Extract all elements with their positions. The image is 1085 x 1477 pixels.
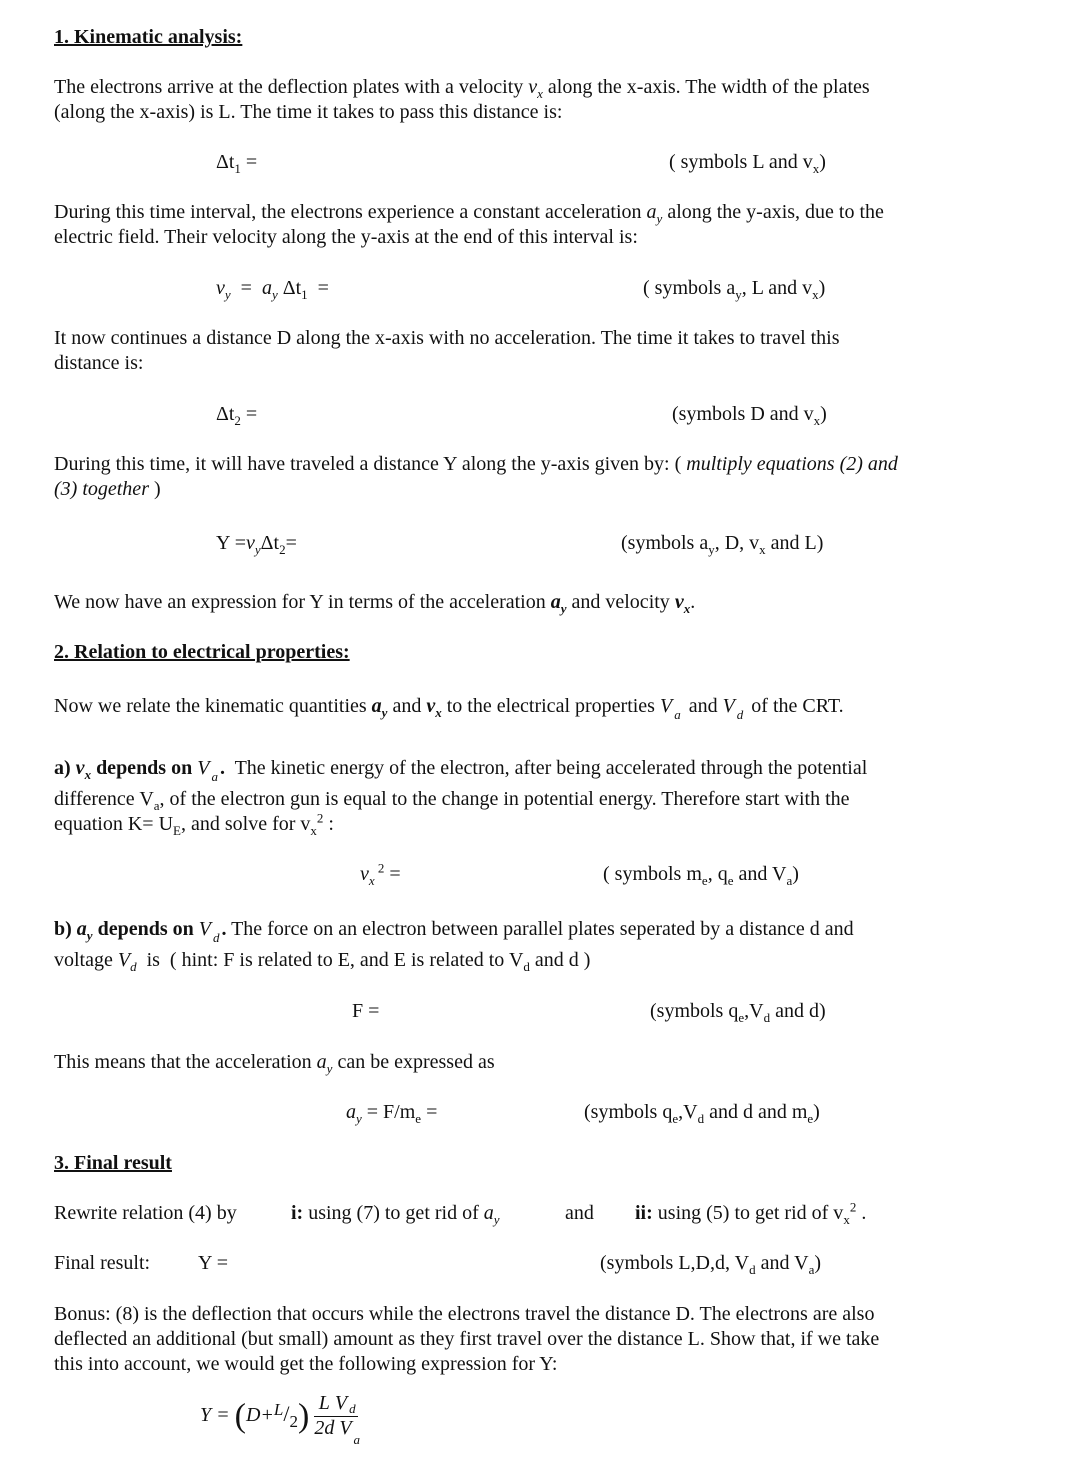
subscript: x <box>813 413 821 428</box>
text-run: The kinetic energy of the electron, after being accelerated through the potential <box>224 757 868 779</box>
symbol-dt: Δt <box>260 532 280 554</box>
and-connector: and <box>565 1202 594 1224</box>
symbol-v: v <box>75 757 85 779</box>
text-run: L <box>318 1391 330 1414</box>
text-run: of the CRT. <box>741 695 844 717</box>
text-run: This means that the acceleration <box>54 1051 317 1073</box>
symbol-Vd <box>722 695 744 722</box>
text-run: along the y-axis, due to the <box>662 201 884 223</box>
subscript: 1 <box>301 287 308 302</box>
text-run: = <box>384 863 401 885</box>
section-1-heading: 1. Kinematic analysis: <box>54 26 243 48</box>
section-3-heading: 3. Final result <box>54 1152 172 1174</box>
text-run: and V <box>755 1252 809 1274</box>
symbol-V: V <box>197 757 210 779</box>
text-run: The electrons arrive at the deflection plates with a velocity <box>54 76 529 98</box>
text-run: = <box>285 532 297 554</box>
text-run: D+ <box>245 1404 274 1426</box>
text-run: (symbols q <box>584 1101 673 1123</box>
equation-3-lhs <box>216 402 257 427</box>
subscript: x <box>812 161 820 176</box>
fraction-numerator <box>314 1392 358 1417</box>
text-run: Now we relate the kinematic quantities <box>54 695 372 717</box>
symbol-a: a <box>76 918 87 940</box>
fraction <box>314 1391 361 1447</box>
subscript: a <box>211 769 218 784</box>
symbol-v: v <box>426 695 436 717</box>
subscript: x <box>310 823 317 838</box>
subscript: y <box>224 287 231 302</box>
subscript: d <box>763 1010 771 1025</box>
rewrite-instruction: Rewrite relation (4) by <box>54 1202 237 1224</box>
text-run: ) <box>818 277 826 299</box>
text-run: depends on <box>91 757 198 779</box>
text-run: (symbols L,D,d, V <box>600 1252 750 1274</box>
text-run: Δt <box>277 277 302 299</box>
text-run: and L) <box>765 532 824 554</box>
text-run: ii: <box>635 1202 653 1224</box>
symbol-V: V <box>198 918 211 940</box>
text-run: can be expressed as <box>332 1051 495 1073</box>
paragraph-4-line-2 <box>54 477 161 502</box>
text-run: = F/m <box>361 1101 416 1123</box>
section-2-heading: 2. Relation to electrical properties: <box>54 641 350 663</box>
text-run: ) <box>819 151 826 173</box>
symbol-V: V <box>659 695 673 717</box>
symbol-Va <box>197 757 218 784</box>
symbol-v: v <box>674 591 684 613</box>
text-run: to the electrical properties <box>441 695 660 717</box>
text-run: During this time interval, the electrons experience a constant acceleration <box>54 201 647 223</box>
bonus-line-1: Bonus: (8) is the deflection that occurs while the electrons travel the distance D. The electrons are also <box>54 1303 875 1325</box>
text-run: . <box>690 591 696 613</box>
text-run: , q <box>707 863 728 885</box>
text-run: During this time, it will have traveled a distance Y along the y-axis given by: ( <box>54 453 687 475</box>
subscript: y <box>493 1212 500 1227</box>
subscript: d <box>523 959 530 974</box>
subscript: y <box>381 705 388 720</box>
text-run: ,V <box>678 1101 698 1123</box>
equation-7-hint <box>584 1100 820 1125</box>
text-run: and d ) <box>529 949 591 971</box>
subscript: d <box>749 1262 756 1277</box>
subscript: e <box>415 1111 422 1126</box>
text-run: = <box>307 277 329 299</box>
text-run: Δt <box>216 151 235 173</box>
text-run: , and solve for v <box>181 813 311 835</box>
text-run: and velocity <box>566 591 675 613</box>
subscript: a <box>786 873 793 888</box>
section-1-intro-line-2: (along the x-axis) is L. The time it takes to pass this distance is: <box>54 101 563 123</box>
text-run: ( symbols L and v <box>669 151 813 173</box>
text-run: ) <box>792 863 799 885</box>
subscript: x <box>759 542 766 557</box>
symbol-Vd <box>198 918 220 945</box>
subscript: d <box>349 1400 356 1416</box>
symbol-Va <box>659 695 681 722</box>
text-run: i: <box>291 1202 304 1224</box>
symbol-V: V <box>339 1416 352 1439</box>
step-i <box>291 1201 500 1226</box>
subscript: y <box>326 1061 333 1076</box>
fraction-denominator <box>314 1416 361 1447</box>
text-run: 2d <box>314 1416 335 1439</box>
text-run: ) <box>148 478 161 500</box>
symbol-Vd <box>335 1392 354 1414</box>
text-run: = <box>421 1101 438 1123</box>
text-run: . <box>856 1202 867 1224</box>
subscript: d <box>697 1111 705 1126</box>
text-run: voltage <box>54 949 118 971</box>
symbol-a: a <box>316 1051 327 1073</box>
text-run: : <box>323 813 334 835</box>
text-run: = <box>240 403 258 425</box>
symbol-v: v <box>245 532 255 554</box>
text-run: and d and m <box>704 1101 808 1123</box>
equation-5-hint <box>603 862 799 887</box>
symbol-a: a <box>483 1202 494 1224</box>
symbol-a: a <box>261 277 272 299</box>
text-run: ) <box>814 1252 822 1274</box>
subscript: a <box>153 798 160 813</box>
step-ii <box>635 1201 866 1226</box>
symbol-a: a <box>646 201 657 223</box>
paragraph-3-line-2: distance is: <box>54 352 144 374</box>
text-run: and <box>387 695 427 717</box>
text-run: equation K= U <box>54 813 174 835</box>
symbol-V: V <box>117 949 131 971</box>
text-run: We now have an expression for Y in terms of the acceleration <box>54 591 551 613</box>
symbol-v: v <box>216 277 225 299</box>
text-run: ( symbols a <box>643 277 736 299</box>
text-run: (symbols a <box>621 532 709 554</box>
symbol-a: a <box>550 591 561 613</box>
text-run: , D, v <box>714 532 760 554</box>
text-run: 2 <box>289 1412 298 1431</box>
superscript: 2 <box>849 1199 857 1215</box>
subscript: e <box>727 873 734 888</box>
equation-1-lhs <box>216 150 257 175</box>
bonus-line-2: deflected an additional (but small) amount as they first travel over the distance L. Show that, if we take <box>54 1328 880 1350</box>
subscript: y <box>708 542 715 557</box>
text-run: using (7) to get rid of <box>303 1202 484 1224</box>
symbol-Y: Y = <box>200 1404 230 1426</box>
text-run: / <box>283 1401 290 1426</box>
text-run: and <box>678 695 723 717</box>
subscript: a <box>353 1431 361 1447</box>
paragraph-4-line-1 <box>54 452 898 477</box>
part-a-line-3 <box>54 812 334 837</box>
text-run: and d) <box>770 1000 826 1022</box>
subscript: y <box>86 928 93 943</box>
subscript: a <box>674 707 681 722</box>
text-run: difference V <box>54 788 154 810</box>
superscript: 2 <box>316 810 324 826</box>
subscript: d <box>212 930 220 945</box>
text-run: . <box>221 918 227 940</box>
text-run: along the x-axis. The width of the plates <box>542 76 870 98</box>
text-run: , of the electron gun is equal to the change in potential energy. Therefore start with the <box>159 788 850 810</box>
subscript: e <box>738 1010 745 1025</box>
subscript: 2 <box>234 413 241 428</box>
final-result-lhs: Y = <box>198 1252 228 1274</box>
subscript: y <box>735 287 742 302</box>
equation-4-hint <box>621 531 823 556</box>
paragraph-2-line-1 <box>54 200 884 225</box>
text-run: The force on an electron between parallel plates seperated by a distance d and <box>226 918 854 940</box>
text-run: (symbols q <box>650 1000 739 1022</box>
symbol-V: V <box>722 695 735 717</box>
text-run: , L and v <box>741 277 813 299</box>
symbol-V: V <box>334 1391 348 1414</box>
text-run: b) <box>54 918 77 940</box>
text-run: L <box>273 1400 284 1419</box>
subscript: E <box>173 823 181 838</box>
text-run: is ( hint: F is related to E, and E is related to V <box>136 949 524 971</box>
text-run: Y = <box>216 532 246 554</box>
subscript: e <box>701 873 708 888</box>
text-run: ( symbols m <box>603 863 702 885</box>
text-run: = <box>230 277 262 299</box>
subscript: 2 <box>279 542 286 557</box>
symbol-Va <box>339 1416 361 1447</box>
paren-close: ) <box>298 1397 310 1435</box>
subscript: x <box>843 1212 850 1227</box>
equation-6-lhs: F = <box>352 1000 380 1022</box>
text-run: = <box>240 151 258 173</box>
equation-6-hint <box>650 999 826 1024</box>
text-run: a) <box>54 757 76 779</box>
subscript: x <box>683 601 691 616</box>
text-run: multiply equations (2) and <box>686 453 898 475</box>
subscript: d <box>130 959 137 974</box>
symbol-a: a <box>371 695 382 717</box>
section-2-intro <box>54 694 844 720</box>
text-run: (symbols D and v <box>672 403 814 425</box>
equation-2-lhs <box>216 276 329 301</box>
equation-4-lhs <box>216 531 297 556</box>
superscript: 2 <box>374 860 385 876</box>
paren-open: ( <box>234 1397 246 1435</box>
equation-2-hint <box>643 276 825 301</box>
text-run: using (5) to get rid of v <box>652 1202 844 1224</box>
text-run: Δt <box>216 403 235 425</box>
acceleration-expression-text <box>54 1050 495 1075</box>
subscript: y <box>271 287 278 302</box>
text-run: ,V <box>744 1000 764 1022</box>
section-1-intro-line-1 <box>54 75 870 100</box>
symbol-v: v <box>528 76 538 98</box>
text-run: . <box>219 757 225 779</box>
subscript: e <box>672 1111 679 1126</box>
subscript: d <box>736 707 744 722</box>
equation-1-hint <box>669 150 826 175</box>
subscript: e <box>807 1111 814 1126</box>
part-b-line-1 <box>54 917 854 943</box>
subscript: y <box>254 542 261 557</box>
symbol-a: a <box>346 1101 356 1123</box>
subscript: y <box>356 1111 362 1126</box>
subscript: x <box>368 873 375 888</box>
section-1-summary <box>54 590 695 615</box>
final-result-label: Final result: <box>54 1252 151 1274</box>
subscript: x <box>812 287 819 302</box>
final-result-hint <box>600 1251 821 1276</box>
symbol-v: v <box>360 863 369 885</box>
bonus-formula <box>200 1380 361 1447</box>
text-run: (3) together <box>54 478 149 500</box>
part-b-line-2 <box>54 948 590 973</box>
paragraph-3-line-1: It now continues a distance D along the x-axis with no acceleration. The time it takes to travel this <box>54 327 840 349</box>
text-run: ) <box>820 403 827 425</box>
bonus-line-3: this into account, we would get the following expression for Y: <box>54 1353 558 1375</box>
subscript: 1 <box>234 161 241 176</box>
part-a-line-1 <box>54 756 867 782</box>
subscript: a <box>808 1262 815 1277</box>
subscript: y <box>560 601 567 616</box>
equation-7-lhs <box>346 1100 437 1125</box>
paragraph-2-line-2: electric field. Their velocity along the y-axis at the end of this interval is: <box>54 226 638 248</box>
text-run: ) <box>813 1101 820 1123</box>
subscript: y <box>656 211 663 226</box>
text-run: depends on <box>92 918 199 940</box>
equation-5-lhs <box>360 862 401 887</box>
subscript: x <box>435 705 442 720</box>
part-a-line-2 <box>54 787 850 812</box>
subscript: x <box>84 767 92 782</box>
subscript: x <box>537 86 543 101</box>
equation-3-hint <box>672 402 827 427</box>
text-run: and V <box>733 863 787 885</box>
